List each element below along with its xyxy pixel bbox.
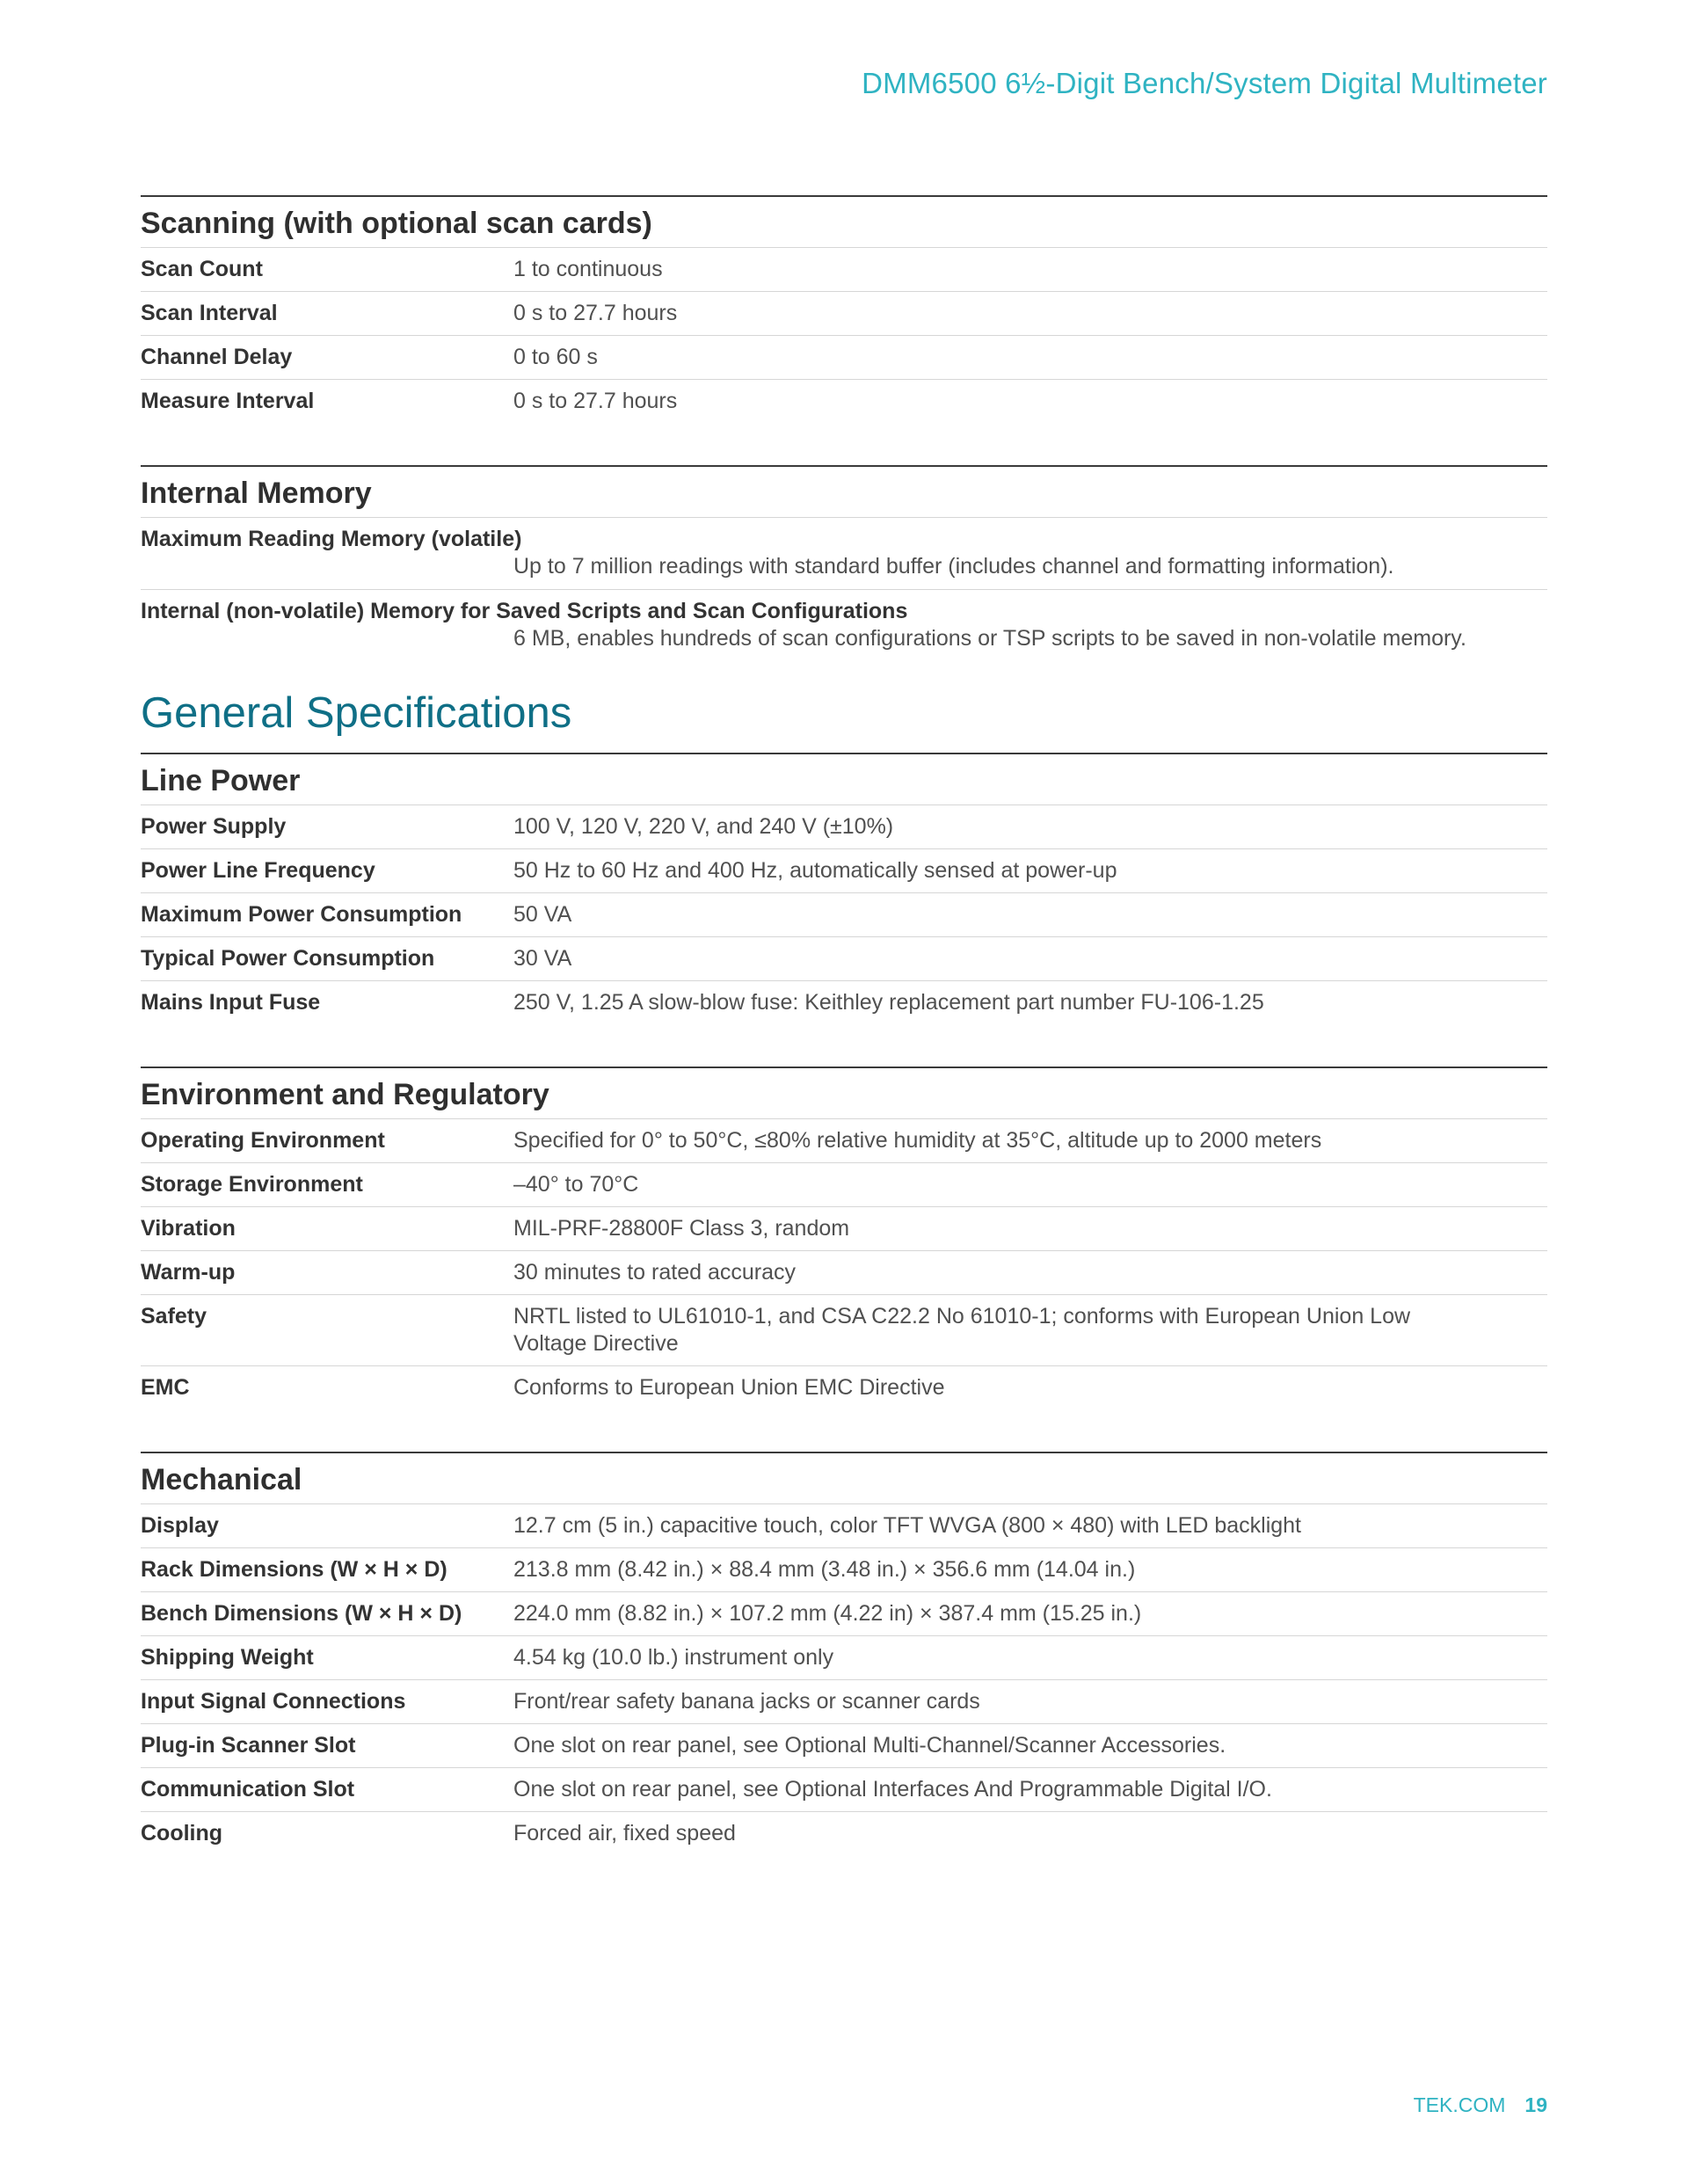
spec-value: 1 to continuous bbox=[513, 257, 663, 281]
spec-value: –40° to 70°C bbox=[513, 1172, 639, 1197]
spec-value: Specified for 0° to 50°C, ≤80% relative humidity at 35°C, altitude up to 2000 meters bbox=[513, 1128, 1322, 1153]
section-internal-memory bbox=[141, 465, 1547, 661]
spec-row bbox=[141, 1768, 1547, 1812]
section-title: Internal Memory bbox=[141, 467, 1547, 518]
spec-label: Operating Environment bbox=[141, 1128, 385, 1153]
spec-row bbox=[141, 937, 1547, 981]
spec-label: Communication Slot bbox=[141, 1777, 355, 1802]
spec-row bbox=[141, 336, 1547, 380]
spec-label: Mains Input Fuse bbox=[141, 990, 321, 1015]
spec-label: Internal (non-volatile) Memory for Saved Scripts and Scan Configurations bbox=[141, 599, 908, 623]
spec-row bbox=[141, 1680, 1547, 1724]
spec-value: NRTL listed to UL61010-1, and CSA C22.2 No 61010-1; conforms with European Union Low Voltage Directive bbox=[513, 1304, 1411, 1356]
spec-value: One slot on rear panel, see Optional Interfaces And Programmable Digital I/O. bbox=[513, 1777, 1272, 1802]
spec-label: Scan Interval bbox=[141, 301, 278, 325]
spec-row bbox=[141, 1592, 1547, 1636]
spec-value: 6 MB, enables hundreds of scan configurations or TSP scripts to be saved in non-volatile memory. bbox=[513, 626, 1466, 651]
spec-value: 100 V, 120 V, 220 V, and 240 V (±10%) bbox=[513, 814, 894, 839]
spec-value: 250 V, 1.25 A slow-blow fuse: Keithley replacement part number FU-106-1.25 bbox=[513, 990, 1264, 1015]
spec-label: Measure Interval bbox=[141, 389, 315, 413]
spec-label: Power Line Frequency bbox=[141, 858, 375, 883]
spec-value: 4.54 kg (10.0 lb.) instrument only bbox=[513, 1645, 834, 1670]
spec-row bbox=[141, 893, 1547, 937]
section-title: Environment and Regulatory bbox=[141, 1068, 1547, 1119]
spec-label: Input Signal Connections bbox=[141, 1689, 406, 1714]
spec-row bbox=[141, 981, 1547, 1024]
spec-value: 30 VA bbox=[513, 946, 572, 971]
spec-row bbox=[141, 1548, 1547, 1592]
spec-value: 224.0 mm (8.82 in.) × 107.2 mm (4.22 in) × 387.4 mm (15.25 in.) bbox=[513, 1601, 1142, 1626]
spec-label: Maximum Power Consumption bbox=[141, 902, 462, 927]
spec-label: Bench Dimensions (W × H × D) bbox=[141, 1601, 462, 1626]
spec-value: One slot on rear panel, see Optional Multi-Channel/Scanner Accessories. bbox=[513, 1733, 1226, 1758]
spec-row bbox=[141, 1812, 1547, 1855]
spec-label: EMC bbox=[141, 1375, 190, 1400]
spec-label: Typical Power Consumption bbox=[141, 946, 435, 971]
spec-label: Display bbox=[141, 1513, 219, 1538]
section-scanning bbox=[141, 195, 1547, 423]
spec-row bbox=[141, 1366, 1547, 1409]
spec-label: Power Supply bbox=[141, 814, 287, 839]
spec-label: Safety bbox=[141, 1304, 207, 1329]
spec-row bbox=[141, 1251, 1547, 1295]
spec-row-stacked bbox=[141, 518, 1547, 590]
section-line-power bbox=[141, 753, 1547, 1024]
spec-label: Scan Count bbox=[141, 257, 263, 281]
page-header-title: DMM6500 6½-Digit Bench/System Digital Multimeter bbox=[862, 67, 1547, 99]
spec-value: 213.8 mm (8.42 in.) × 88.4 mm (3.48 in.) × 356.6 mm (14.04 in.) bbox=[513, 1557, 1136, 1582]
spec-row bbox=[141, 1636, 1547, 1680]
spec-row bbox=[141, 1207, 1547, 1251]
spec-row bbox=[141, 1295, 1547, 1366]
spec-row bbox=[141, 248, 1547, 292]
spec-value: 30 minutes to rated accuracy bbox=[513, 1260, 796, 1285]
spec-value: Forced air, fixed speed bbox=[513, 1821, 736, 1845]
page-footer bbox=[1414, 2093, 1547, 2117]
page-number: 19 bbox=[1524, 2093, 1547, 2116]
section-mechanical bbox=[141, 1452, 1547, 1855]
spec-value: 12.7 cm (5 in.) capacitive touch, color TFT WVGA (800 × 480) with LED backlight bbox=[513, 1513, 1301, 1538]
spec-value: Conforms to European Union EMC Directive bbox=[513, 1375, 945, 1400]
spec-value: Front/rear safety banana jacks or scanner cards bbox=[513, 1689, 980, 1714]
section-environment bbox=[141, 1067, 1547, 1409]
spec-label: Rack Dimensions (W × H × D) bbox=[141, 1557, 447, 1582]
spec-label: Maximum Reading Memory (volatile) bbox=[141, 527, 522, 551]
spec-row bbox=[141, 1504, 1547, 1548]
spec-label: Storage Environment bbox=[141, 1172, 363, 1197]
spec-value: MIL-PRF-28800F Class 3, random bbox=[513, 1216, 850, 1241]
spec-content bbox=[141, 195, 1547, 1855]
spec-row bbox=[141, 849, 1547, 893]
spec-row bbox=[141, 1119, 1547, 1163]
spec-row-stacked bbox=[141, 590, 1547, 661]
spec-value: 0 to 60 s bbox=[513, 345, 598, 369]
chapter-title: General Specifications bbox=[141, 689, 572, 737]
spec-value: Up to 7 million readings with standard buffer (includes channel and formatting information). bbox=[513, 554, 1394, 579]
footer-site-link[interactable]: TEK.COM bbox=[1413, 2093, 1506, 2116]
section-title: Mechanical bbox=[141, 1453, 1547, 1504]
spec-value: 50 Hz to 60 Hz and 400 Hz, automatically sensed at power-up bbox=[513, 858, 1117, 883]
spec-row bbox=[141, 1724, 1547, 1768]
spec-label: Cooling bbox=[141, 1821, 223, 1845]
section-title: Line Power bbox=[141, 754, 1547, 805]
spec-row bbox=[141, 292, 1547, 336]
spec-value: 0 s to 27.7 hours bbox=[513, 389, 678, 413]
spec-row bbox=[141, 380, 1547, 423]
spec-label: Vibration bbox=[141, 1216, 236, 1241]
spec-row bbox=[141, 805, 1547, 849]
section-title: Scanning (with optional scan cards) bbox=[141, 197, 1547, 248]
spec-value: 0 s to 27.7 hours bbox=[513, 301, 678, 325]
spec-row bbox=[141, 1163, 1547, 1207]
spec-label: Warm-up bbox=[141, 1260, 236, 1285]
spec-label: Channel Delay bbox=[141, 345, 293, 369]
spec-label: Shipping Weight bbox=[141, 1645, 314, 1670]
spec-value: 50 VA bbox=[513, 902, 572, 927]
spec-label: Plug-in Scanner Slot bbox=[141, 1733, 356, 1758]
